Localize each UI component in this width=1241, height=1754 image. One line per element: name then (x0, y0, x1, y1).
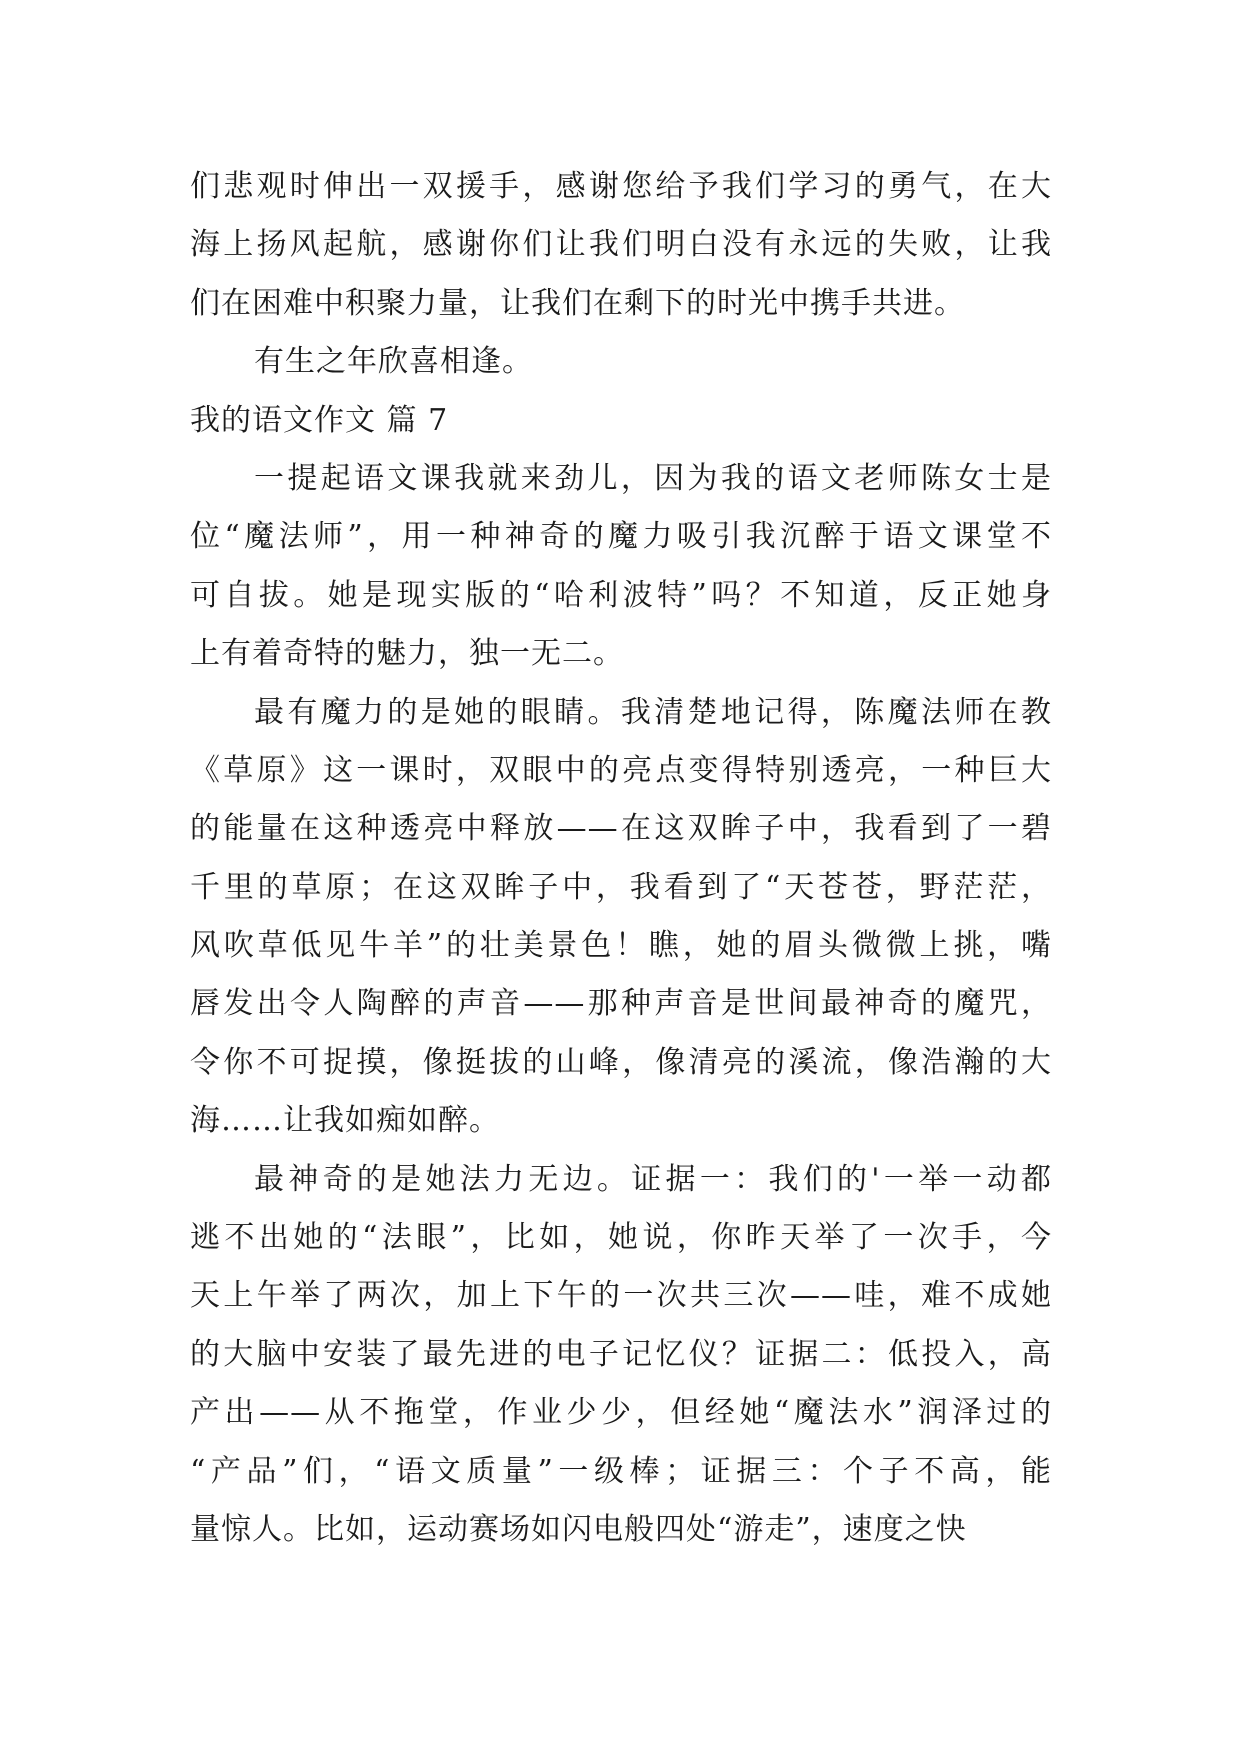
paragraph-line: 海上扬风起航，感谢你们让我们明白没有永远的失败，让我 (190, 227, 1052, 263)
paragraph-line: 风吹草低见牛羊”的壮美景色！瞧，她的眉头微微上挑，嘴 (190, 928, 1052, 964)
paragraph-line: 逃不出她的“法眼”，比如，她说，你昨天举了一次手，今 (190, 1220, 1052, 1256)
paragraph (190, 684, 1052, 1151)
paragraph-line: 有生之年欣喜相逢。 (254, 344, 533, 380)
section-heading-text: 我的语文作文 篇 7 (190, 402, 449, 438)
paragraph (190, 1151, 1052, 1560)
paragraph-line: “产品”们，“语文质量”一级棒；证据三：个子不高，能 (190, 1453, 1052, 1489)
paragraph-line: 天上午举了两次，加上下午的一次共三次——哇，难不成她 (190, 1278, 1052, 1314)
paragraph-line: 们悲观时伸出一双援手，感谢您给予我们学习的勇气，在大 (190, 169, 1052, 204)
paragraph-line: 唇发出令人陶醉的声音——那种声音是世间最神奇的魔咒， (190, 986, 1052, 1022)
paragraph-line: 的能量在这种透亮中释放——在这双眸子中，我看到了一碧 (190, 811, 1052, 847)
paragraph-line: 令你不可捉摸，像挺拔的山峰，像清亮的溪流，像浩瀚的大 (190, 1044, 1052, 1080)
paragraph-line: 量惊人。比如，运动赛场如闪电般四处“游走”，速度之快 (190, 1511, 967, 1547)
paragraph-line: 上有着奇特的魅力，独一无二。 (190, 636, 624, 672)
paragraph-line: 千里的草原；在这双眸子中，我看到了“天苍苍，野茫茫， (190, 869, 1052, 905)
paragraph-line: 最有魔力的是她的眼睛。我清楚地记得，陈魔法师在教 (254, 694, 1052, 730)
section-heading (190, 392, 1052, 450)
document-body (190, 158, 1052, 1559)
paragraph (190, 158, 1052, 333)
paragraph-line: 一提起语文课我就来劲儿，因为我的语文老师陈女士是 (254, 460, 1052, 496)
paragraph-line: 位“魔法师”，用一种神奇的魔力吸引我沉醉于语文课堂不 (190, 519, 1052, 555)
paragraph-line: 的大脑中安装了最先进的电子记忆仪？证据二：低投入，高 (190, 1336, 1052, 1372)
paragraph-line: 可自拔。她是现实版的“哈利波特”吗？不知道，反正她身 (190, 577, 1052, 613)
paragraph-line: 海……让我如痴如醉。 (190, 1103, 500, 1139)
paragraph-line: 《草原》这一课时，双眼中的亮点变得特别透亮，一种巨大 (190, 752, 1052, 788)
paragraph-line: 最神奇的是她法力无边。证据一：我们的'一举一动都 (254, 1161, 1052, 1197)
paragraph (190, 450, 1052, 684)
paragraph-line: 产出——从不拖堂，作业少少，但经她“魔法水”润泽过的 (190, 1395, 1052, 1431)
paragraph-line: 们在困难中积聚力量，让我们在剩下的时光中携手共进。 (190, 285, 965, 321)
paragraph (190, 333, 1052, 391)
